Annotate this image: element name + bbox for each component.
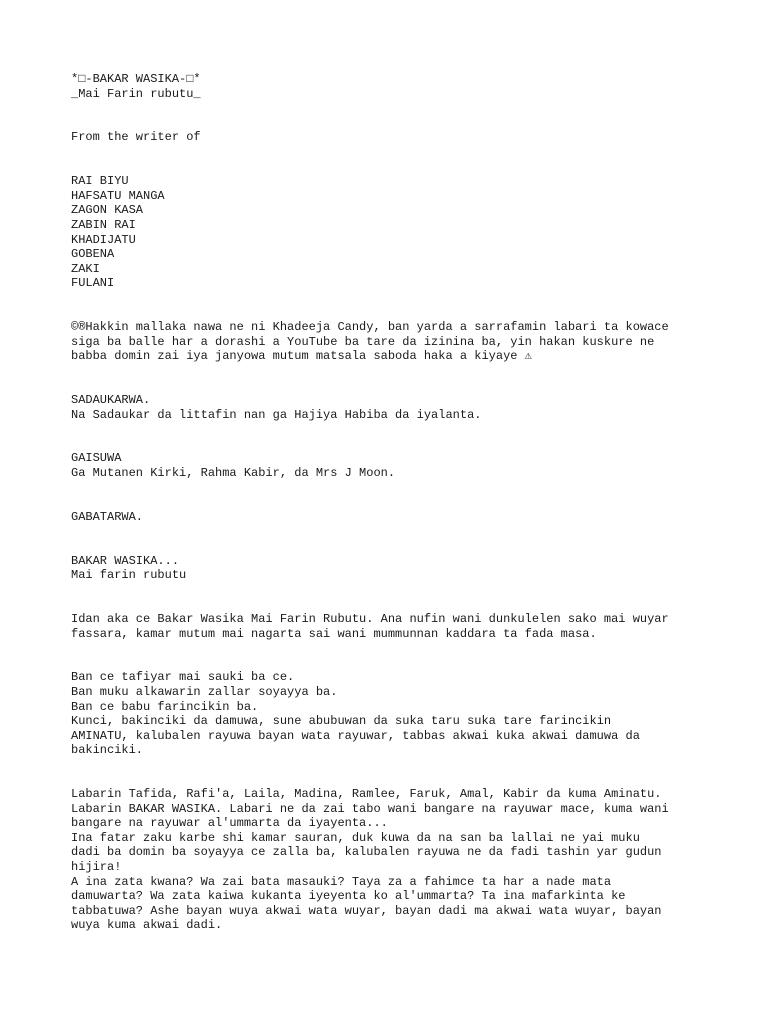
- list-item: RAI BIYU: [71, 174, 129, 189]
- dedication-text: Na Sadaukar da littafin nan ga Hajiya Habiba da iyalanta.: [71, 407, 482, 422]
- paragraph-line: Labarin Tafida, Rafi'a, Laila, Madina, Ramlee, Faruk, Amal, Kabir da kuma Aminatu.: [71, 787, 662, 802]
- copyright-line: ©®Hakkin mallaka nawa ne ni Khadeeja Candy, ban yarda a sarrafamin labari ta kowace: [71, 320, 669, 335]
- paragraph-line: wuya kuma akwai dadi.: [71, 918, 223, 933]
- paragraph-1: [71, 612, 711, 641]
- thanks-heading: GAISUWA: [71, 451, 122, 466]
- book-title: BAKAR WASIKA...: [71, 553, 180, 568]
- paragraph-line: fassara, kamar mutum mai nagarta sai wani mummunnan kaddara ta fada masa.: [71, 626, 597, 641]
- paragraph-3: [71, 787, 711, 933]
- list-item: KHADIJATU: [71, 232, 136, 247]
- copyright-line: siga ba balle har a dorashi a YouTube ba tare da izinina ba, yin hakan kuskure ne: [71, 334, 655, 349]
- title-line: *□-BAKAR WASIKA-□*: [71, 72, 201, 86]
- paragraph-line: tabbatuwa? Ashe bayan wuya akwai wata wuyar, bayan dadi ma akwai wata wuyar, bayan: [71, 903, 662, 918]
- paragraph-line: A ina zata kwana? Wa zai bata masauki? Taya za a fahimce ta har a nade mata: [71, 874, 612, 889]
- paragraph-line: bangare na rayuwar al'ummarta da iyayenta...: [71, 816, 388, 831]
- paragraph-line: AMINATU, kalubalen rayuwa bayan wata rayuwar, tabbas akwai kuka akwai damuwa da: [71, 728, 640, 743]
- paragraph-line: hijira!: [71, 860, 122, 875]
- list-item: GOBENA: [71, 247, 115, 262]
- copyright-line: babba domin zai iya janyowa mutum matsala saboda haka a kiyaye ⚠: [71, 349, 532, 364]
- paragraph-line: Idan aka ce Bakar Wasika Mai Farin Rubutu. Ana nufin wani dunkulelen sako mai wuyar: [71, 611, 669, 626]
- paragraph-line: Ina fatar zaku karbe shi kamar sauran, duk kuwa da na san ba lallai ne yai muku: [71, 830, 640, 845]
- paragraph-line: Kunci, bakinciki da damuwa, sune abubuwan da suka taru suka tare farincikin: [71, 714, 612, 729]
- subtitle-line: _Mai Farin rubutu_: [71, 86, 201, 101]
- list-item: HAFSATU MANGA: [71, 188, 165, 203]
- previous-works-list: [71, 174, 711, 291]
- paragraph-line: Ban ce babu farincikin ba.: [71, 699, 259, 714]
- document-page: [71, 72, 711, 933]
- thanks-text: Ga Mutanen Kirki, Rahma Kabir, da Mrs J Moon.: [71, 466, 396, 481]
- from-writer-label: From the writer of: [71, 130, 201, 145]
- paragraph-line: Labarin BAKAR WASIKA. Labari ne da zai tabo wani bangare na rayuwar mace, kuma wani: [71, 801, 669, 816]
- paragraph-line: bakinciki.: [71, 743, 144, 758]
- paragraph-line: dadi ba domin ba soyayya ce zalla ba, kalubalen rayuwa ne da fadi tashin yar gudun: [71, 845, 662, 860]
- paragraph-2: [71, 670, 711, 758]
- copyright-notice: [71, 320, 711, 364]
- dedication-heading: SADAUKARWA.: [71, 393, 151, 408]
- paragraph-line: Ban ce tafiyar mai sauki ba ce.: [71, 670, 295, 685]
- intro-heading: GABATARWA.: [71, 509, 144, 524]
- list-item: FULANI: [71, 276, 115, 291]
- book-subtitle: Mai farin rubutu: [71, 568, 187, 583]
- paragraph-line: Ban muku alkawarin zallar soyayya ba.: [71, 684, 338, 699]
- list-item: ZABIN RAI: [71, 217, 136, 232]
- paragraph-line: damuwarta? Wa zata kaiwa kukanta iyeyenta ko al'ummarta? Ta ina mafarkinta ke: [71, 889, 626, 904]
- list-item: ZAKI: [71, 261, 100, 276]
- list-item: ZAGON KASA: [71, 203, 144, 218]
